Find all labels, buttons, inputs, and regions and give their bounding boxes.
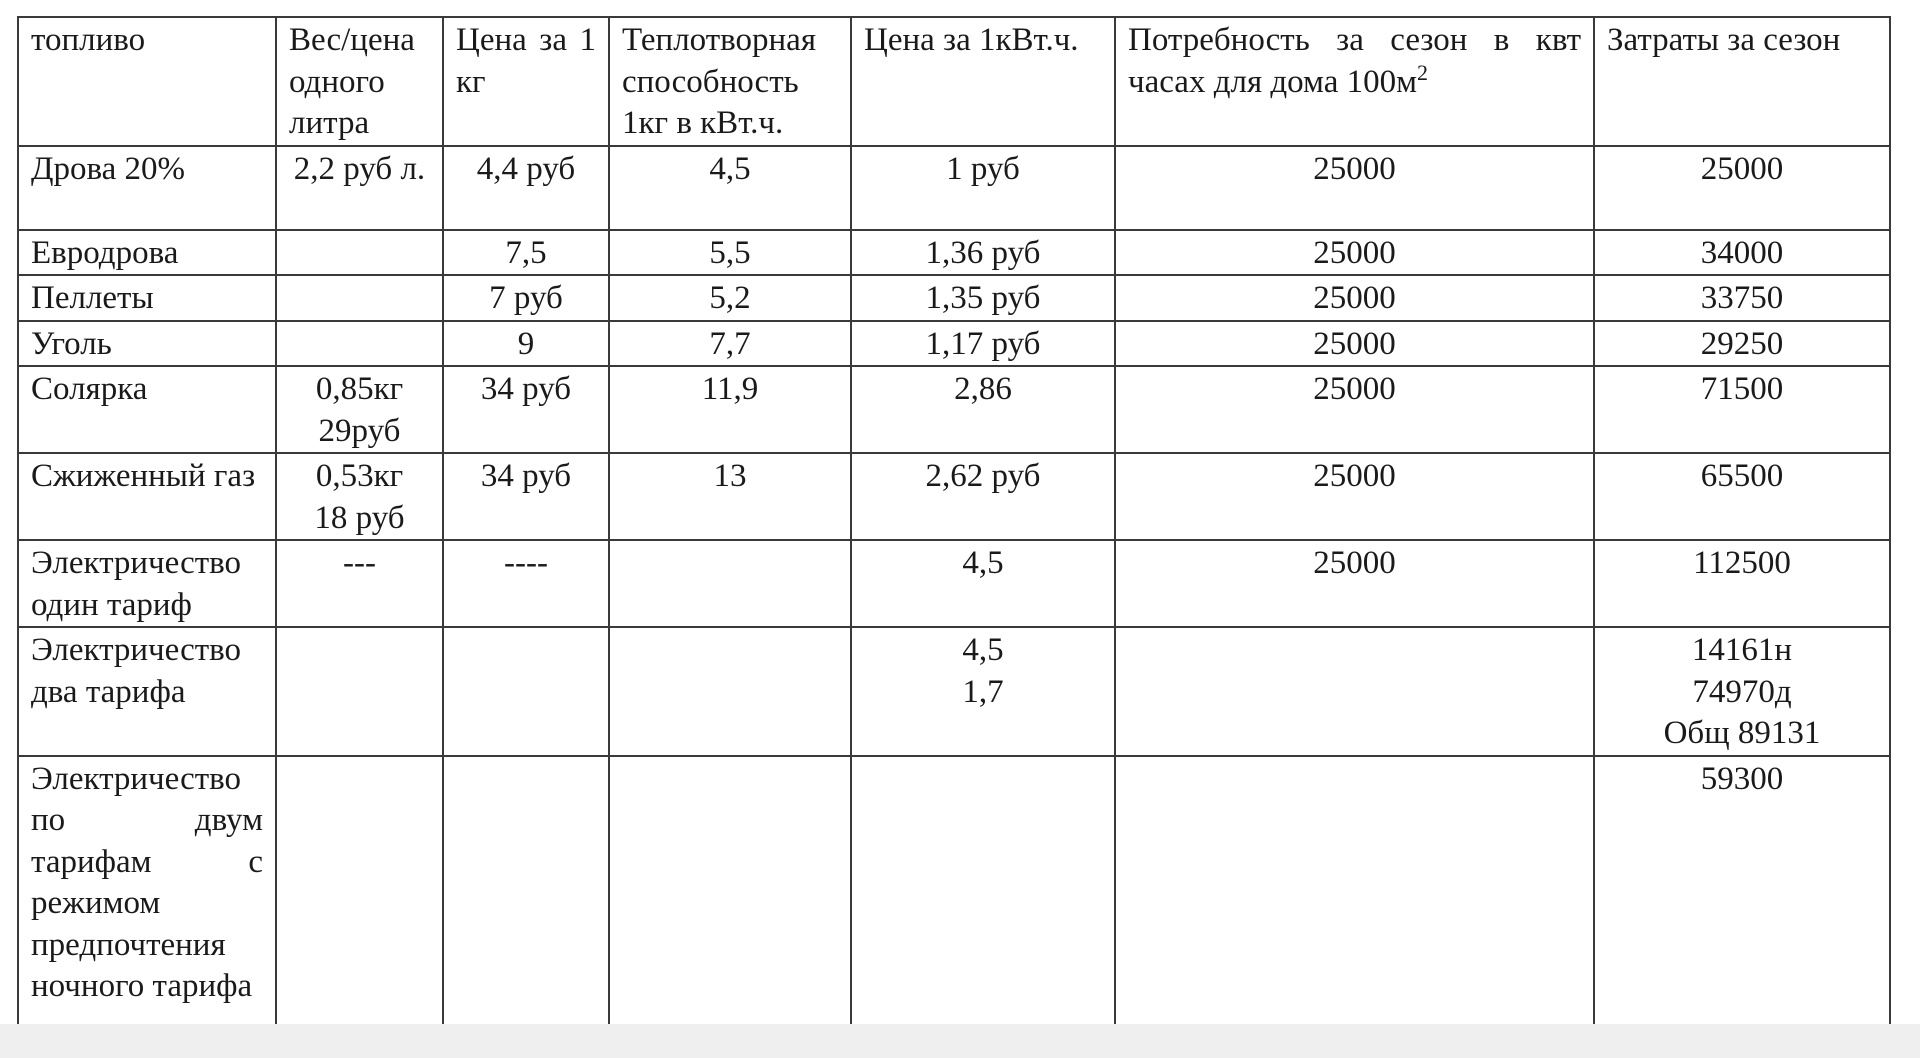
cell-season-need: 25000 [1115, 230, 1594, 276]
cell-price-per-kg [443, 756, 609, 1048]
fuel-cost-table [17, 16, 1891, 1049]
cell-season-cost: 29250 [1594, 321, 1890, 367]
header-weight-price: Вес/цена одного литра [276, 17, 443, 146]
table-row [18, 453, 1890, 540]
header-price-per-kg: Цена за 1 кг [443, 17, 609, 146]
cell-price-per-kg: ---- [443, 540, 609, 627]
cell-weight-price [276, 321, 443, 367]
cell-heat-capacity: 5,2 [609, 275, 851, 321]
cell-price-per-kg: 4,4 руб [443, 146, 609, 230]
table-row [18, 366, 1890, 453]
cell-price-per-kwh: 4,5 [851, 540, 1115, 627]
cell-price-per-kg: 34 руб [443, 453, 609, 540]
header-heat-capacity: Теплотворная способность 1кг в кВт.ч. [609, 17, 851, 146]
cell-season-need: 25000 [1115, 366, 1594, 453]
header-season-need [1115, 17, 1594, 146]
cell-fuel: Электричество один тариф [18, 540, 276, 627]
cell-price-per-kg: 7,5 [443, 230, 609, 276]
cell-price-per-kg [443, 627, 609, 756]
cell-season-need [1115, 627, 1594, 756]
cell-season-cost: 25000 [1594, 146, 1890, 230]
cell-fuel: Электричество два тарифа [18, 627, 276, 756]
cell-season-cost: 34000 [1594, 230, 1890, 276]
cell-price-per-kwh: 2,86 [851, 366, 1115, 453]
cell-weight-price [276, 230, 443, 276]
cell-fuel: Сжиженный газ [18, 453, 276, 540]
table-row [18, 321, 1890, 367]
cell-price-per-kwh: 1,17 руб [851, 321, 1115, 367]
cell-fuel: Евродрова [18, 230, 276, 276]
cell-weight-price: --- [276, 540, 443, 627]
cell-season-need: 25000 [1115, 540, 1594, 627]
cell-heat-capacity: 4,5 [609, 146, 851, 230]
cell-season-cost: 14161н 74970д Общ 89131 [1594, 627, 1890, 756]
cell-price-per-kwh: 1,36 руб [851, 230, 1115, 276]
cell-price-per-kwh [851, 756, 1115, 1048]
cell-weight-price: 0,85кг 29руб [276, 366, 443, 453]
cell-weight-price [276, 756, 443, 1048]
cell-price-per-kwh: 1 руб [851, 146, 1115, 230]
cell-season-cost: 65500 [1594, 453, 1890, 540]
table-row [18, 230, 1890, 276]
header-fuel: топливо [18, 17, 276, 146]
cell-season-cost: 112500 [1594, 540, 1890, 627]
cell-season-need: 25000 [1115, 275, 1594, 321]
cell-season-need: 25000 [1115, 321, 1594, 367]
cell-price-per-kwh: 1,35 руб [851, 275, 1115, 321]
table-row [18, 627, 1890, 756]
cell-heat-capacity: 7,7 [609, 321, 851, 367]
header-price-per-kwh: Цена за 1кВт.ч. [851, 17, 1115, 146]
cell-weight-price: 2,2 руб л. [276, 146, 443, 230]
cell-heat-capacity [609, 540, 851, 627]
cell-price-per-kwh: 2,62 руб [851, 453, 1115, 540]
cell-price-per-kg: 9 [443, 321, 609, 367]
cell-fuel: Дрова 20% [18, 146, 276, 230]
cell-season-need: 25000 [1115, 453, 1594, 540]
header-season-cost: Затраты за сезон [1594, 17, 1890, 146]
cell-season-need [1115, 756, 1594, 1048]
table-body [18, 146, 1890, 1048]
table-row [18, 540, 1890, 627]
table-row [18, 756, 1890, 1048]
cell-price-per-kwh: 4,5 1,7 [851, 627, 1115, 756]
cell-heat-capacity: 13 [609, 453, 851, 540]
cell-heat-capacity: 11,9 [609, 366, 851, 453]
cell-season-cost: 33750 [1594, 275, 1890, 321]
table-row [18, 275, 1890, 321]
cell-price-per-kg: 34 руб [443, 366, 609, 453]
cell-fuel: Пеллеты [18, 275, 276, 321]
cell-season-cost: 59300 [1594, 756, 1890, 1048]
page-bottom-margin [0, 1024, 1920, 1058]
cell-heat-capacity [609, 756, 851, 1048]
cell-weight-price [276, 275, 443, 321]
header-season-need-text: Потребность за сезон в квт часах для дома 100м [1128, 22, 1581, 100]
cell-fuel: Электричество по двум тарифам с режимом предпочтения ночного тарифа [18, 756, 276, 1048]
cell-season-need: 25000 [1115, 146, 1594, 230]
cell-fuel: Уголь [18, 321, 276, 367]
cell-heat-capacity [609, 627, 851, 756]
cell-fuel: Солярка [18, 366, 276, 453]
cell-season-cost: 71500 [1594, 366, 1890, 453]
cell-heat-capacity: 5,5 [609, 230, 851, 276]
cell-price-per-kg: 7 руб [443, 275, 609, 321]
header-season-need-superscript: 2 [1416, 59, 1428, 85]
cell-weight-price: 0,53кг 18 руб [276, 453, 443, 540]
table-row [18, 146, 1890, 230]
header-row [18, 17, 1890, 146]
cell-weight-price [276, 627, 443, 756]
